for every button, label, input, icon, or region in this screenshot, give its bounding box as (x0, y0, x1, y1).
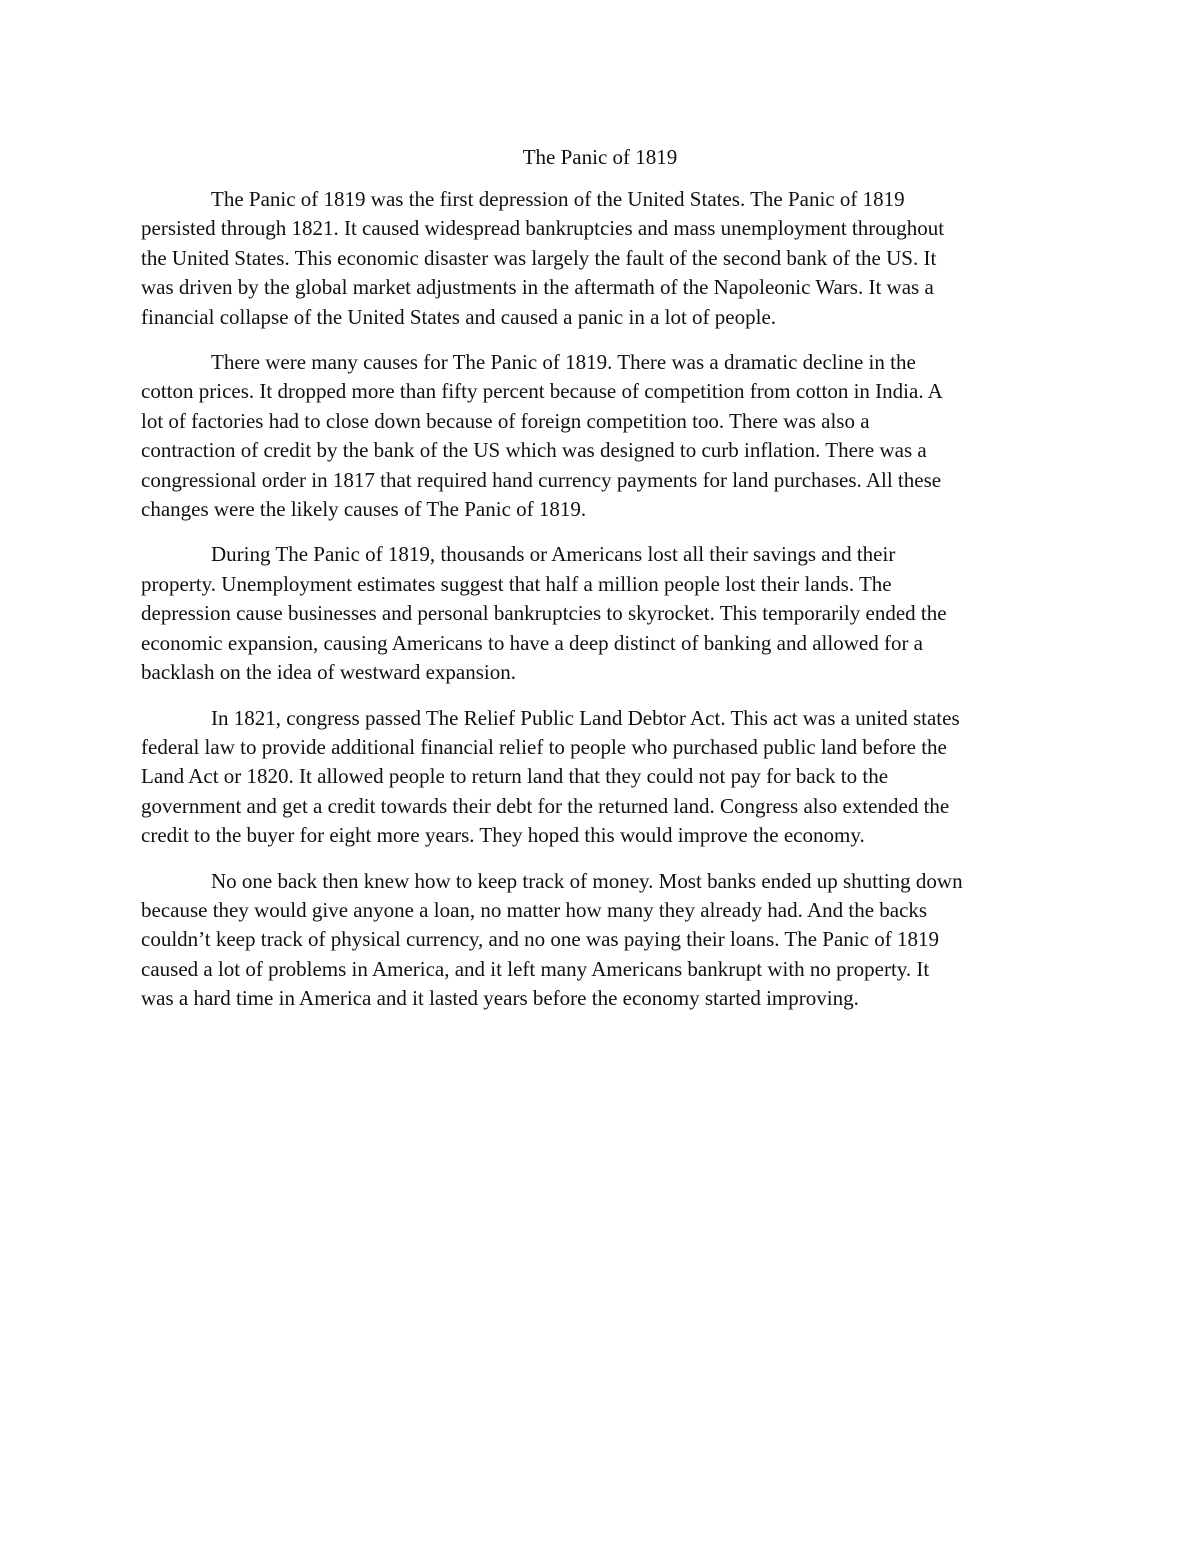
paragraph-line: was driven by the global market adjustments in the aftermath of the Napoleonic Wars. It was a (141, 275, 934, 300)
paragraph-line: Land Act or 1820. It allowed people to return land that they could not pay for back to the (141, 764, 889, 789)
paragraph-line: the United States. This economic disaster was largely the fault of the second bank of the US. It (141, 245, 937, 270)
paragraph-line: lot of factories had to close down because of foreign competition too. There was also a (141, 408, 870, 433)
paragraph-4 (141, 704, 1071, 851)
paragraph-line: congressional order in 1817 that required hand currency payments for land purchases. All these (141, 467, 942, 492)
paragraph-line: economic expansion, causing Americans to have a deep distinct of banking and allowed for a (141, 630, 924, 655)
paragraph-1 (141, 185, 1071, 332)
paragraph-line: During The Panic of 1819, thousands or Americans lost all their savings and their (211, 542, 896, 567)
document-body (141, 185, 1071, 1030)
paragraph-line: In 1821, congress passed The Relief Public Land Debtor Act. This act was a united states (211, 705, 960, 730)
paragraph-line: couldn’t keep track of physical currency, and no one was paying their loans. The Panic of 1819 (141, 927, 939, 952)
paragraph-line: backlash on the idea of westward expansion. (141, 660, 516, 685)
paragraph-line: cotton prices. It dropped more than fifty percent because of competition from cotton in India. A (141, 379, 943, 404)
paragraph-line: depression cause businesses and personal bankruptcies to skyrocket. This temporarily ended the (141, 601, 947, 626)
paragraph-line: The Panic of 1819 was the first depression of the United States. The Panic of 1819 (211, 187, 905, 211)
paragraph-line: No one back then knew how to keep track of money. Most banks ended up shutting down (211, 868, 963, 893)
paragraph-line: changes were the likely causes of The Panic of 1819. (141, 497, 587, 522)
document-title: The Panic of 1819 (522, 145, 678, 169)
paragraph-line: was a hard time in America and it lasted years before the economy started improving. (141, 986, 859, 1011)
paragraph-2 (141, 348, 1071, 524)
paragraph-line: contraction of credit by the bank of the US which was designed to curb inflation. There was a (141, 438, 927, 463)
paragraph-5 (141, 867, 1071, 1014)
paragraph-line: persisted through 1821. It caused widespread bankruptcies and mass unemployment throughout (141, 216, 945, 241)
paragraph-line: There were many causes for The Panic of 1819. There was a dramatic decline in the (211, 350, 916, 375)
paragraph-3 (141, 540, 1071, 687)
paragraph-line: property. Unemployment estimates suggest that half a million people lost their lands. The (141, 571, 892, 596)
paragraph-line: caused a lot of problems in America, and it left many Americans bankrupt with no property. It (141, 956, 930, 981)
paragraph-line: government and get a credit towards their debt for the returned land. Congress also extended the (141, 793, 950, 818)
paragraph-line: because they would give anyone a loan, no matter how many they already had. And the backs (141, 897, 928, 922)
paragraph-line: financial collapse of the United States and caused a panic in a lot of people. (141, 304, 777, 329)
paragraph-line: federal law to provide additional financial relief to people who purchased public land before the (141, 734, 947, 759)
paragraph-line: credit to the buyer for eight more years. They hoped this would improve the economy. (141, 823, 865, 848)
